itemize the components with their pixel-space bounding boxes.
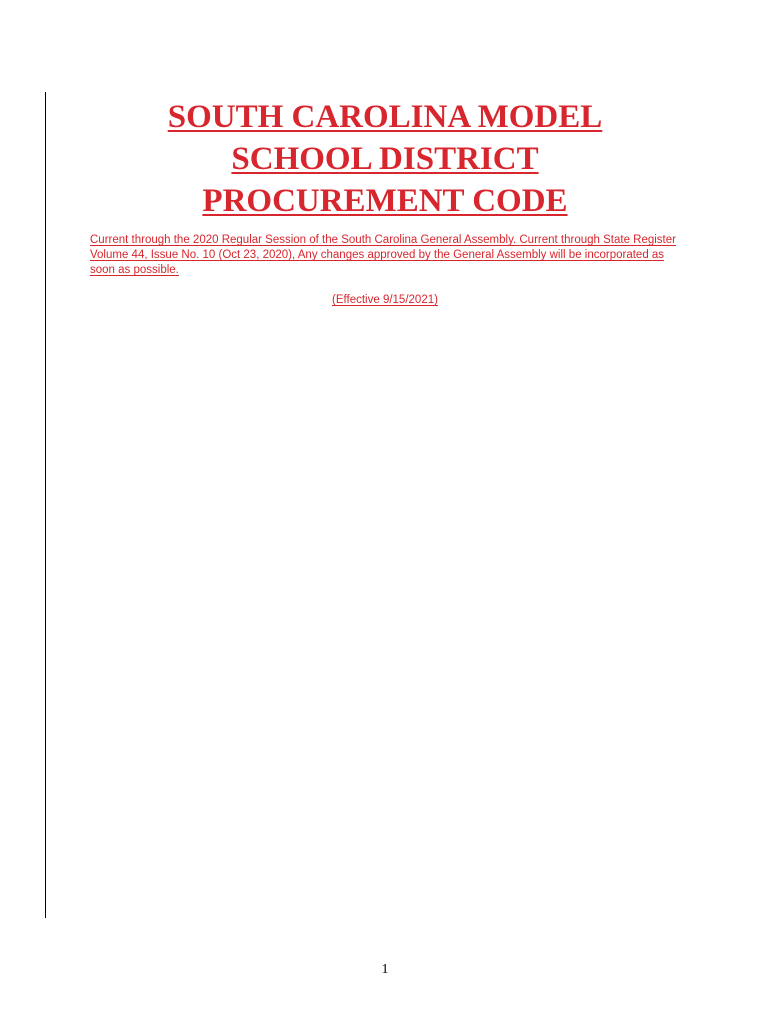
revision-change-bar: [45, 92, 46, 918]
effective-date: (Effective 9/15/2021): [332, 294, 438, 306]
title-line-1: SOUTH CAROLINA MODEL: [167, 99, 603, 135]
title-line-2: SCHOOL DISTRICT: [231, 141, 539, 177]
document-title: [90, 96, 680, 222]
title-line-3: PROCUREMENT CODE: [202, 183, 568, 219]
currency-note: Current through the 2020 Regular Session of the South Carolina General Assembly. Current through State Register Volume 44, Issue No. 10 (Oct 23, 2020), Any changes approved by the General Assembly will be incorporated as soon as possible.: [90, 234, 676, 276]
page-number: 1: [381, 962, 389, 977]
